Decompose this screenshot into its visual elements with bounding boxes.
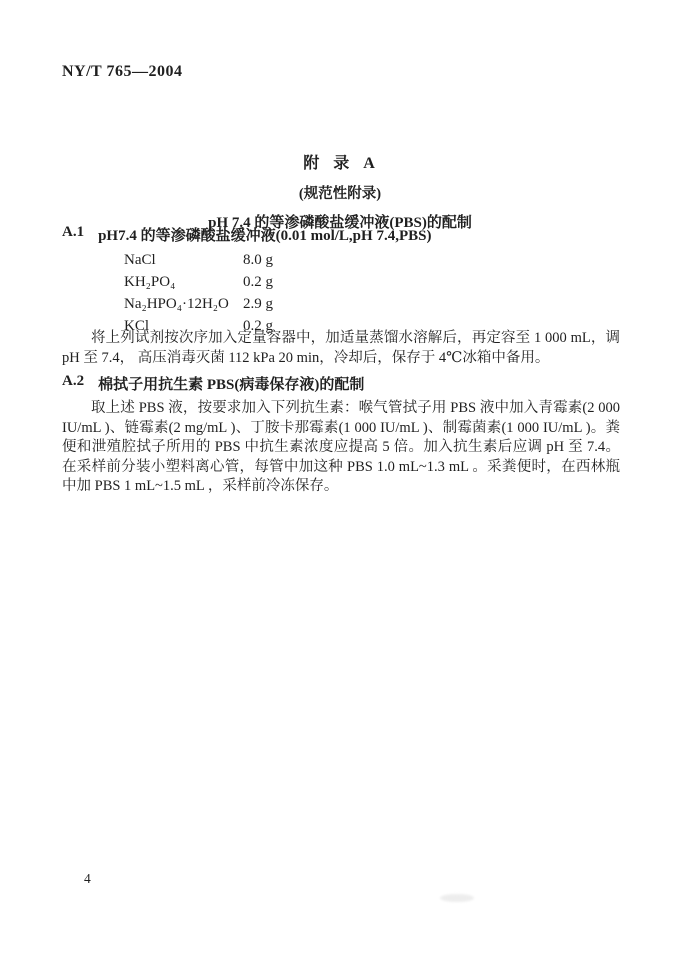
appendix-subtitle: (规范性附录) [298, 186, 382, 202]
antibiotics-paragraph: 取上述 PBS 液，按要求加入下列抗生素：喉气管拭子用 PBS 液中加入青霉素(2 000 IU/mL )、链霉素(2 mg/mL )、丁胺卡那霉素(1 000 IU/mL )、制霉菌素(1 000 IU/mL )。粪便和泄殖腔拭子所用的 PBS 中抗生素浓度应提高 5 倍。加入抗生素后应调 pH 至 7.4。在采样前分装小塑料离心管，每管中加这种 PBS 1.0 mL~1.3 mL 。采粪便时，在西林瓶中加 PBS 1 mL~1.5 mL ，采样前冷冻保存。 [62, 400, 620, 494]
page-number: 4 [84, 871, 91, 886]
reagent-amount: 0.2 g [243, 318, 273, 334]
appendix-title-block [0, 150, 680, 232]
reagent-name: KCl [124, 318, 150, 334]
reagent-row [124, 293, 313, 315]
preparation-paragraph: 将上列试剂按次序加入定量容器中，加适量蒸馏水溶解后，再定容至 1 000 mL，调 pH 至 7.4， 高压消毒灭菌 112 kPa 20 min，冷却后，保存于 4℃冰箱中备用。 [62, 330, 620, 366]
section-a2-title: 棉拭子用抗生素 PBS(病毒保存液)的配制 [98, 377, 365, 393]
scan-smudge-artifact [440, 894, 474, 902]
reagent-name: KH₂PO₄ [124, 274, 176, 290]
section-a1-number: A.1 [62, 224, 85, 240]
section-a2-heading [62, 373, 620, 394]
reagent-amount: 2.9 g [243, 296, 273, 312]
standard-number: NY/T 765—2004 [62, 63, 183, 80]
section-a1-title: pH7.4 的等渗磷酸盐缓冲液(0.01 mol/L,pH 7.4,PBS) [98, 228, 432, 244]
appendix-title: 附 录 A [303, 155, 377, 172]
reagent-amount: 0.2 g [243, 274, 273, 290]
reagent-amount: 8.0 g [243, 252, 273, 268]
reagent-list [124, 249, 313, 337]
reagent-row [124, 271, 313, 293]
reagent-name: Na₂HPO₄·12H₂O [124, 296, 229, 312]
section-a1-heading [62, 224, 620, 245]
section-a2-number: A.2 [62, 373, 85, 389]
appendix-heading: pH 7.4 的等渗磷酸盐缓冲液(PBS)的配制 [208, 215, 472, 231]
reagent-row [124, 249, 313, 271]
reagent-name: NaCl [124, 252, 156, 268]
